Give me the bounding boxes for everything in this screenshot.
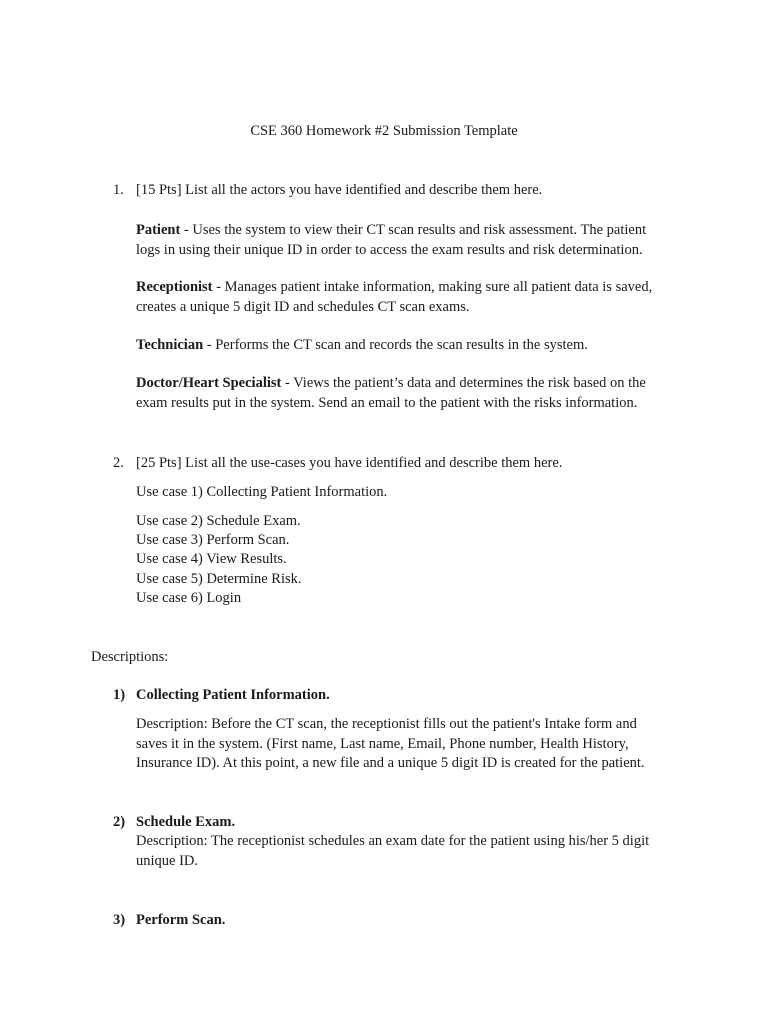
list-item: Use case 6) Login — [136, 589, 242, 606]
actor-desc-line: logs in using their unique ID in order to access the exam results and risk determination. — [136, 241, 643, 258]
actor-name: Technician — [136, 337, 204, 353]
actor-desc-line: - Manages patient intake information, making sure all patient data is saved, — [212, 279, 653, 295]
actor-name: Receptionist — [136, 279, 213, 295]
actor-technician — [136, 336, 681, 356]
question-1-number: 1. — [113, 182, 124, 198]
description-1-number: 1) — [113, 687, 126, 703]
description-1-title: Collecting Patient Information. — [136, 687, 330, 703]
use-case-list — [136, 483, 387, 502]
actor-desc-line: exam results put in the system. Send an email to the patient with the risks information. — [136, 394, 638, 411]
question-2-prompt: [25 Pts] List all the use-cases you have identified and describe them here. — [136, 455, 563, 471]
document-title: CSE 360 Homework #2 Submission Template — [250, 123, 518, 139]
actor-name: Doctor/Heart Specialist — [136, 375, 282, 391]
description-2-body — [136, 832, 681, 871]
actor-doctor — [136, 374, 681, 413]
description-1-body — [136, 715, 681, 774]
list-item: Use case 2) Schedule Exam. — [136, 513, 301, 529]
description-2-number: 2) — [113, 814, 126, 830]
use-case-list-continued — [136, 512, 302, 608]
description-line: saves it in the system. (First name, Last name, Email, Phone number, Health History, — [136, 735, 629, 752]
actor-desc-line: creates a unique 5 digit ID and schedules CT scan exams. — [136, 298, 470, 315]
list-item: Use case 3) Perform Scan. — [136, 532, 290, 549]
actor-desc-line: - Performs the CT scan and records the scan results in the system. — [203, 337, 588, 353]
actor-patient — [136, 221, 681, 260]
description-line: Description: Before the CT scan, the receptionist fills out the patient's Intake form and — [136, 716, 637, 732]
description-3-title: Perform Scan. — [136, 912, 226, 928]
description-line: Description: The receptionist schedules an exam date for the patient using his/her 5 digit — [136, 833, 650, 849]
description-line: Insurance ID). At this point, a new file and a unique 5 digit ID is created for the patient. — [136, 755, 645, 771]
actor-name: Patient — [136, 222, 181, 238]
question-2-number: 2. — [113, 455, 124, 471]
actor-desc-line: - Uses the system to view their CT scan results and risk assessment. The patient — [180, 222, 647, 238]
list-item: Use case 1) Collecting Patient Information. — [136, 484, 388, 500]
list-item: Use case 4) View Results. — [136, 551, 287, 568]
description-2-title: Schedule Exam. — [136, 814, 236, 830]
actor-receptionist — [136, 278, 681, 317]
list-item: Use case 5) Determine Risk. — [136, 570, 302, 587]
question-1-prompt: [15 Pts] List all the actors you have identified and describe them here. — [136, 182, 543, 198]
actor-desc-line: - Views the patient’s data and determines the risk based on the — [281, 375, 646, 391]
description-line: unique ID. — [136, 852, 199, 869]
descriptions-heading: Descriptions: — [91, 649, 169, 665]
description-3-number: 3) — [113, 912, 126, 928]
